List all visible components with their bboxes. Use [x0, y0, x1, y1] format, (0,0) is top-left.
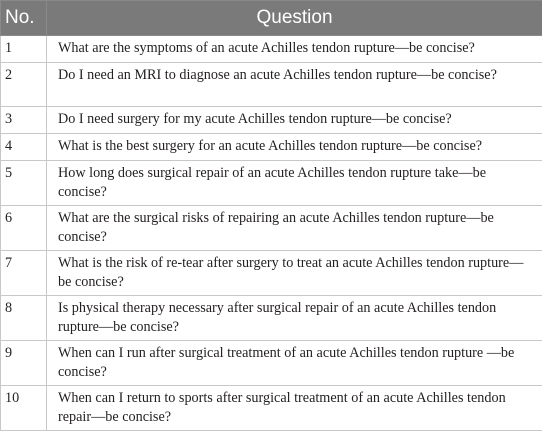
row-question: Do I need surgery for my acute Achilles tendon rupture—be concise?: [47, 107, 542, 134]
table-row: [1, 134, 542, 161]
row-number: 9: [1, 341, 47, 386]
table-row: [1, 63, 542, 107]
column-header-question: Question: [47, 1, 542, 36]
table-row: [1, 341, 542, 386]
row-question: When can I return to sports after surgical treatment of an acute Achilles tendon repair—be concise?: [47, 386, 542, 431]
table-row: [1, 161, 542, 206]
row-question: When can I run after surgical treatment of an acute Achilles tendon rupture —be concise?: [47, 341, 542, 386]
table-row: [1, 296, 542, 341]
row-question: What is the risk of re-tear after surgery to treat an acute Achilles tendon rupture—be concise?: [47, 251, 542, 296]
column-header-no: No.: [1, 1, 47, 36]
row-number: 3: [1, 107, 47, 134]
table-row: [1, 386, 542, 431]
row-question: What are the symptoms of an acute Achilles tendon rupture—be concise?: [47, 36, 542, 63]
row-number: 8: [1, 296, 47, 341]
table-row: [1, 206, 542, 251]
row-question: How long does surgical repair of an acute Achilles tendon rupture take—be concise?: [47, 161, 542, 206]
row-number: 10: [1, 386, 47, 431]
table-row: [1, 107, 542, 134]
row-number: 1: [1, 36, 47, 63]
row-number: 5: [1, 161, 47, 206]
table-row: [1, 36, 542, 63]
row-number: 6: [1, 206, 47, 251]
row-question: What is the best surgery for an acute Achilles tendon rupture—be concise?: [47, 134, 542, 161]
row-number: 7: [1, 251, 47, 296]
row-question: Is physical therapy necessary after surgical repair of an acute Achilles tendon rupture—be concise?: [47, 296, 542, 341]
table-header-row: [1, 1, 542, 36]
row-number: 2: [1, 63, 47, 107]
table-row: [1, 251, 542, 296]
row-question: Do I need an MRI to diagnose an acute Achilles tendon rupture—be concise?: [47, 63, 542, 107]
row-question: What are the surgical risks of repairing an acute Achilles tendon rupture—be concise?: [47, 206, 542, 251]
row-number: 4: [1, 134, 47, 161]
